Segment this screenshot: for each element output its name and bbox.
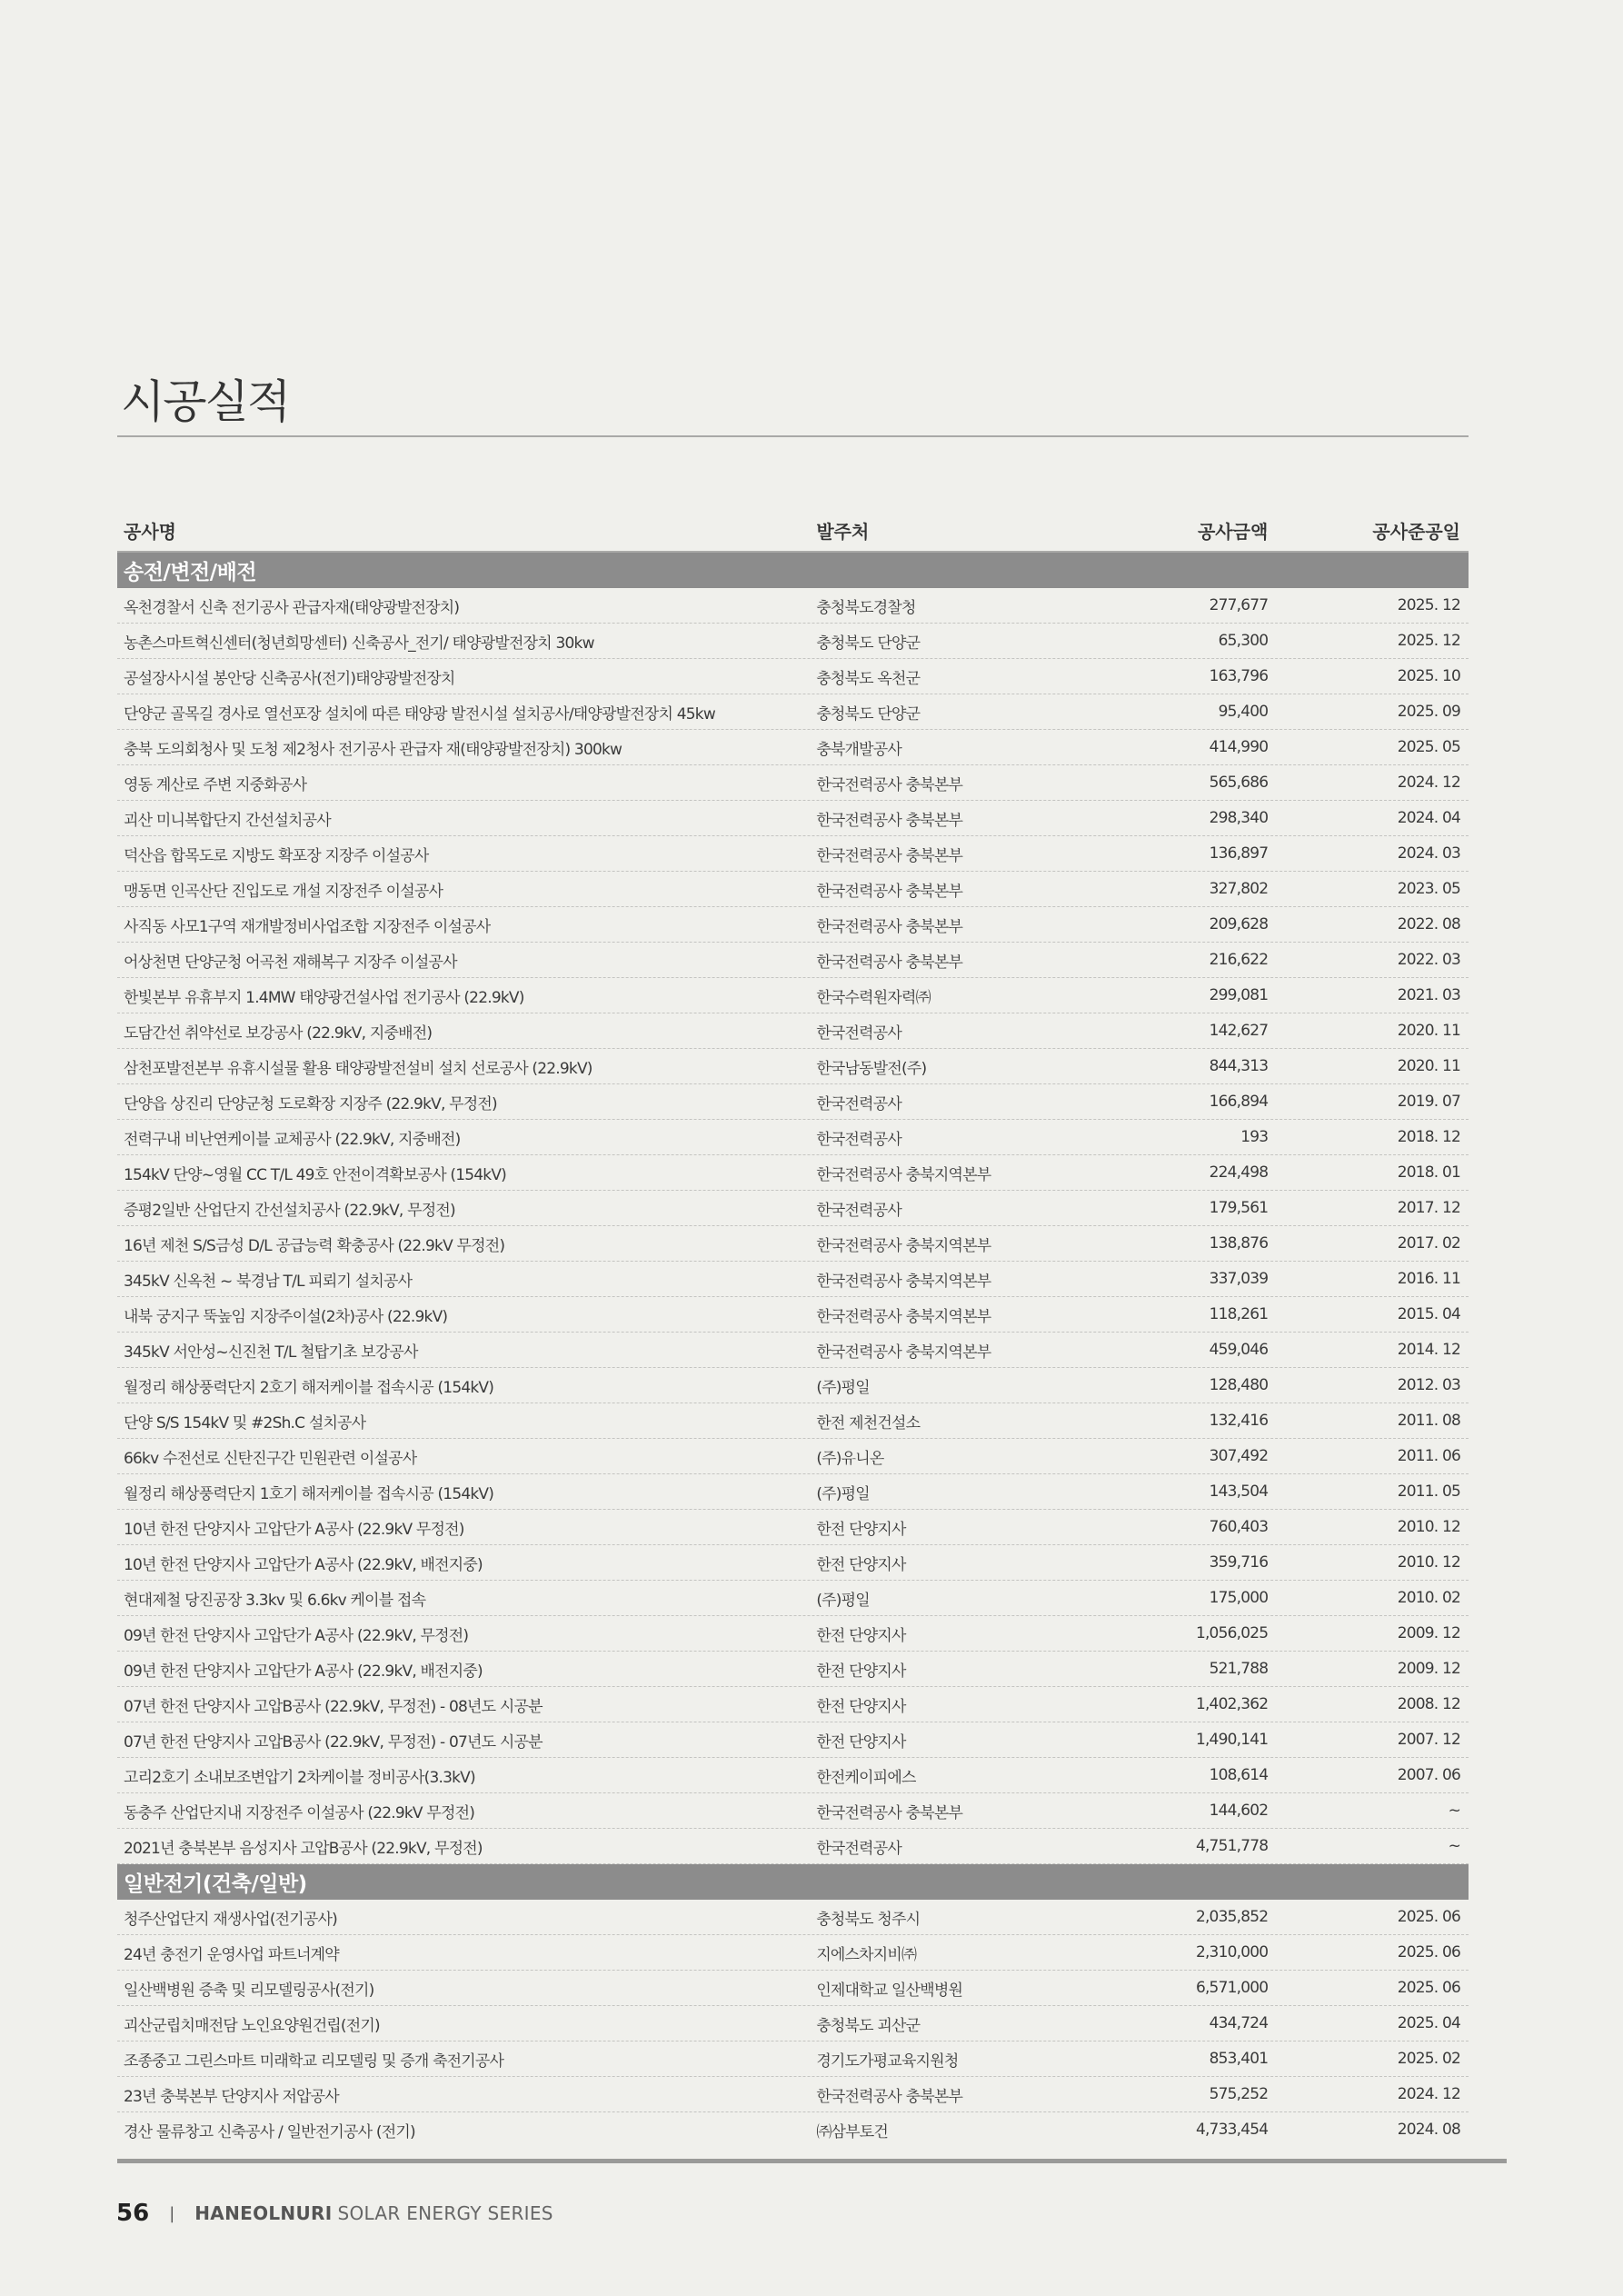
client-name: 한국전력공사 충북본부 [816, 846, 963, 865]
completion-date: 2025. 06 [1397, 1943, 1461, 1962]
project-name: 07년 한전 단양지사 고압B공사 (22.9kV, 무정전) - 07년도 시공분 [124, 1732, 543, 1752]
table-row [117, 1084, 1469, 1120]
project-name: 덕산읍 합목도로 지방도 확포장 지장주 이설공사 [124, 846, 429, 865]
client-name: 한국전력공사 충북본부 [816, 953, 963, 972]
completion-date: 2020. 11 [1397, 1057, 1461, 1075]
completion-date: 2024. 08 [1397, 2121, 1461, 2139]
contract-amount: 216,622 [1209, 951, 1269, 969]
completion-date: 2010. 02 [1397, 1589, 1461, 1607]
client-name: 한국전력공사 충북본부 [816, 2087, 963, 2106]
contract-amount: 136,897 [1209, 844, 1269, 863]
client-name: 한국전력공사 [816, 1023, 902, 1043]
completion-date: 2011. 08 [1397, 1412, 1461, 1430]
completion-date: 2024. 12 [1397, 774, 1461, 792]
contract-amount: 307,492 [1209, 1447, 1269, 1465]
table-row [117, 1900, 1469, 1935]
completion-date: 2021. 03 [1397, 986, 1461, 1004]
project-name: 단양읍 상진리 단양군청 도로확장 지장주 (22.9kV, 무정전) [124, 1094, 497, 1113]
table-row [117, 1120, 1469, 1155]
client-name: 한국전력공사 충북지역본부 [816, 1236, 991, 1255]
table-row [117, 1581, 1469, 1616]
contract-amount: 95,400 [1218, 703, 1269, 721]
project-name: 맹동면 인곡산단 진입도로 개설 지장전주 이설공사 [124, 882, 443, 901]
client-name: 한전 단양지사 [816, 1732, 906, 1752]
client-name: 충청북도경찰청 [816, 598, 916, 617]
project-name: 현대제철 당진공장 3.3kv 및 6.6kv 케이블 접속 [124, 1591, 426, 1610]
completion-date: 2009. 12 [1397, 1624, 1461, 1642]
client-name: 한국전력공사 충북본부 [816, 811, 963, 830]
client-name: 한국남동발전(주) [816, 1059, 927, 1078]
contract-amount: 299,081 [1209, 986, 1269, 1004]
completion-date: ~ [1448, 1802, 1461, 1820]
completion-date: 2025. 06 [1397, 1979, 1461, 1997]
table-row [117, 1722, 1469, 1758]
project-name: 단양 S/S 154kV 및 #2Sh.C 설치공사 [124, 1413, 366, 1433]
table-row [117, 943, 1469, 978]
client-name: 지에스차지비㈜ [816, 1945, 917, 1964]
project-name: 10년 한전 단양지사 고압단가 A공사 (22.9kV 무정전) [124, 1520, 464, 1539]
contract-amount: 4,733,454 [1195, 2121, 1269, 2139]
section-header: 일반전기(건축/일반) [117, 1864, 1469, 1900]
client-name: 한국전력공사 [816, 1094, 902, 1113]
completion-date: 2024. 03 [1397, 844, 1461, 863]
table-row [117, 1368, 1469, 1403]
completion-date: 2025. 06 [1397, 1908, 1461, 1926]
completion-date: 2011. 06 [1397, 1447, 1461, 1465]
table-row [117, 1049, 1469, 1084]
client-name: 한전 단양지사 [816, 1555, 906, 1574]
completion-date: 2025. 12 [1397, 596, 1461, 614]
table-row [117, 624, 1469, 659]
table-row [117, 1403, 1469, 1439]
table-row [117, 1191, 1469, 1226]
client-name: 충청북도 단양군 [816, 634, 921, 653]
table-row [117, 1829, 1469, 1864]
completion-date: ~ [1448, 1837, 1461, 1855]
completion-date: 2010. 12 [1397, 1553, 1461, 1572]
client-name: 한전 단양지사 [816, 1520, 906, 1539]
project-name: 66kv 수전선로 신탄진구간 민원관련 이설공사 [124, 1449, 417, 1468]
completion-date: 2017. 02 [1397, 1234, 1461, 1253]
contract-amount: 108,614 [1209, 1766, 1269, 1784]
client-name: ㈜삼부토건 [816, 2122, 889, 2141]
client-name: 한전 단양지사 [816, 1662, 906, 1681]
header-client: 발주처 [816, 521, 870, 543]
table-row [117, 1155, 1469, 1191]
contract-amount: 179,561 [1209, 1199, 1269, 1217]
table-row [117, 765, 1469, 801]
completion-date: 2025. 04 [1397, 2014, 1461, 2032]
project-name: 09년 한전 단양지사 고압단가 A공사 (22.9kV, 배전지중) [124, 1662, 483, 1681]
project-name: 청주산업단지 재생사업(전기공사) [124, 1910, 337, 1929]
project-name: 345kV 서안성~신진천 T/L 철탑기초 보강공사 [124, 1343, 418, 1362]
table-row [117, 1333, 1469, 1368]
contract-amount: 163,796 [1209, 667, 1269, 685]
contract-amount: 65,300 [1218, 632, 1269, 650]
completion-date: 2024. 12 [1397, 2085, 1461, 2103]
contract-amount: 1,056,025 [1195, 1624, 1269, 1642]
completion-date: 2022. 03 [1397, 951, 1461, 969]
completion-date: 2025. 05 [1397, 738, 1461, 756]
project-name: 어상천면 단양군청 어곡천 재해복구 지장주 이설공사 [124, 953, 457, 972]
brand-name: HANEOLNURI [194, 2202, 333, 2224]
project-name: 증평2일반 산업단지 간선설치공사 (22.9kV, 무정전) [124, 1201, 455, 1220]
client-name: 한국전력공사 충북지역본부 [816, 1343, 991, 1362]
client-name: (주)평일 [816, 1378, 870, 1397]
contract-amount: 142,627 [1209, 1022, 1269, 1040]
contract-amount: 193 [1240, 1128, 1269, 1146]
table-row [117, 1971, 1469, 2006]
client-name: 충북개발공사 [816, 740, 902, 759]
project-name: 조종중고 그린스마트 미래학교 리모델링 및 증개 축전기공사 [124, 2051, 504, 2071]
contract-amount: 414,990 [1209, 738, 1269, 756]
completion-date: 2023. 05 [1397, 880, 1461, 898]
table-row [117, 1474, 1469, 1510]
project-name: 일산백병원 증축 및 리모델링공사(전기) [124, 1981, 374, 2000]
page-footer [116, 2200, 553, 2227]
contract-amount: 143,504 [1209, 1482, 1269, 1501]
completion-date: 2018. 01 [1397, 1163, 1461, 1182]
completion-date: 2015. 04 [1397, 1305, 1461, 1323]
contract-amount: 144,602 [1209, 1802, 1269, 1820]
contract-amount: 1,402,362 [1195, 1695, 1269, 1713]
project-name: 고리2호기 소내보조변압기 2차케이블 정비공사(3.3kV) [124, 1768, 475, 1787]
table-row [117, 1687, 1469, 1722]
client-name: 충청북도 청주시 [816, 1910, 921, 1929]
table-row [117, 1652, 1469, 1687]
table-row [117, 1297, 1469, 1333]
client-name: 인제대학교 일산백병원 [816, 1981, 963, 2000]
contract-amount: 128,480 [1209, 1376, 1269, 1394]
client-name: (주)유니온 [816, 1449, 884, 1468]
completion-date: 2025. 09 [1397, 703, 1461, 721]
contract-amount: 575,252 [1209, 2085, 1269, 2103]
performance-table [117, 514, 1469, 2147]
project-name: 월정리 해상풍력단지 2호기 해저케이블 접속시공 (154kV) [124, 1378, 494, 1397]
client-name: 한국전력공사 충북본부 [816, 917, 963, 936]
client-name: (주)평일 [816, 1484, 870, 1503]
completion-date: 2011. 05 [1397, 1482, 1461, 1501]
page-title: 시공실적 [121, 375, 290, 428]
client-name: 한국전력공사 충북본부 [816, 775, 963, 794]
series-name: SOLAR ENERGY SERIES [337, 2202, 553, 2224]
client-name: 한국전력공사 [816, 1201, 902, 1220]
contract-amount: 298,340 [1209, 809, 1269, 827]
page-number: 56 [116, 2200, 150, 2227]
project-name: 2021년 충북본부 음성지사 고압B공사 (22.9kV, 무정전) [124, 1839, 483, 1858]
contract-amount: 337,039 [1209, 1270, 1269, 1288]
client-name: 한국전력공사 충북지역본부 [816, 1272, 991, 1291]
footer-divider [117, 2159, 1507, 2163]
table-row [117, 1510, 1469, 1545]
project-name: 24년 충전기 운영사업 파트너계약 [124, 1945, 339, 1964]
table-row [117, 1758, 1469, 1793]
project-name: 옥천경찰서 신축 전기공사 관급자재(태양광발전장치) [124, 598, 460, 617]
contract-amount: 2,310,000 [1195, 1943, 1269, 1962]
contract-amount: 175,000 [1209, 1589, 1269, 1607]
client-name: 한전 제천건설소 [816, 1413, 921, 1433]
table-row [117, 2006, 1469, 2041]
table-row [117, 1013, 1469, 1049]
contract-amount: 209,628 [1209, 915, 1269, 933]
table-row [117, 2041, 1469, 2077]
project-name: 동충주 산업단지내 지장전주 이설공사 (22.9kV 무정전) [124, 1803, 475, 1822]
project-name: 09년 한전 단양지사 고압단가 A공사 (22.9kV, 무정전) [124, 1626, 469, 1645]
client-name: 충청북도 단양군 [816, 704, 921, 724]
contract-amount: 224,498 [1209, 1163, 1269, 1182]
completion-date: 2018. 12 [1397, 1128, 1461, 1146]
project-name: 삼천포발전본부 유휴시설물 활용 태양광발전설비 설치 선로공사 (22.9kV) [124, 1059, 592, 1078]
project-name: 단양군 골목길 경사로 열선포장 설치에 따른 태양광 발전시설 설치공사/태양광발전장치 45kw [124, 704, 715, 724]
contract-amount: 166,894 [1209, 1093, 1269, 1111]
completion-date: 2022. 08 [1397, 915, 1461, 933]
completion-date: 2020. 11 [1397, 1022, 1461, 1040]
contract-amount: 359,716 [1209, 1553, 1269, 1572]
client-name: 한전 단양지사 [816, 1626, 906, 1645]
project-name: 도담간선 취약선로 보강공사 (22.9kV, 지중배전) [124, 1023, 433, 1043]
project-name: 농촌스마트혁신센터(청년희망센터) 신축공사_전기/ 태양광발전장치 30kw [124, 634, 594, 653]
table-row [117, 2112, 1469, 2147]
project-name: 23년 충북본부 단양지사 저압공사 [124, 2087, 339, 2106]
completion-date: 2010. 12 [1397, 1518, 1461, 1536]
section-header: 송전/변전/배전 [117, 553, 1469, 588]
contract-amount: 327,802 [1209, 880, 1269, 898]
project-name: 사직동 사모1구역 재개발정비사업조합 지장전주 이설공사 [124, 917, 491, 936]
table-row [117, 1793, 1469, 1829]
completion-date: 2012. 03 [1397, 1376, 1461, 1394]
project-name: 내북 궁지구 뚝높임 지장주이설(2차)공사 (22.9kV) [124, 1307, 448, 1326]
completion-date: 2009. 12 [1397, 1660, 1461, 1678]
client-name: 한전 단양지사 [816, 1697, 906, 1716]
contract-amount: 760,403 [1209, 1518, 1269, 1536]
project-name: 괴산 미니복합단지 간선설치공사 [124, 811, 331, 830]
client-name: 한국전력공사 충북지역본부 [816, 1307, 991, 1326]
project-name: 345kV 신옥천 ~ 북경남 T/L 피뢰기 설치공사 [124, 1272, 413, 1291]
client-name: 충청북도 옥천군 [816, 669, 921, 688]
project-name: 경산 물류창고 신축공사 / 일반전기공사 (전기) [124, 2122, 415, 2141]
table-row [117, 730, 1469, 765]
project-name: 영동 계산로 주변 지중화공사 [124, 775, 307, 794]
contract-amount: 844,313 [1209, 1057, 1269, 1075]
completion-date: 2024. 04 [1397, 809, 1461, 827]
table-row [117, 872, 1469, 907]
header-amount: 공사금액 [1197, 521, 1269, 543]
table-row [117, 694, 1469, 730]
contract-amount: 118,261 [1209, 1305, 1269, 1323]
completion-date: 2025. 02 [1397, 2050, 1461, 2068]
completion-date: 2014. 12 [1397, 1341, 1461, 1359]
completion-date: 2025. 12 [1397, 632, 1461, 650]
project-name: 충북 도의회청사 및 도청 제2청사 전기공사 관급자 재(태양광발전장치) 300kw [124, 740, 622, 759]
contract-amount: 565,686 [1209, 774, 1269, 792]
client-name: 한국전력공사 충북본부 [816, 882, 963, 901]
contract-amount: 521,788 [1209, 1660, 1269, 1678]
contract-amount: 2,035,852 [1195, 1908, 1269, 1926]
client-name: 한국수력원자력㈜ [816, 988, 931, 1007]
completion-date: 2017. 12 [1397, 1199, 1461, 1217]
contract-amount: 138,876 [1209, 1234, 1269, 1253]
contract-amount: 6,571,000 [1195, 1979, 1269, 1997]
table-row [117, 1616, 1469, 1652]
table-row [117, 1545, 1469, 1581]
table-row [117, 588, 1469, 624]
contract-amount: 853,401 [1209, 2050, 1269, 2068]
table-body [117, 553, 1469, 2147]
table-row [117, 1226, 1469, 1262]
project-name: 공설장사시설 봉안당 신축공사(전기)태양광발전장치 [124, 669, 455, 688]
contract-amount: 459,046 [1209, 1341, 1269, 1359]
contract-amount: 1,490,141 [1195, 1731, 1269, 1749]
table-row [117, 836, 1469, 872]
contract-amount: 4,751,778 [1195, 1837, 1269, 1855]
table-row [117, 2077, 1469, 2112]
project-name: 괴산군립치매전담 노인요양원건립(전기) [124, 2016, 380, 2035]
client-name: 한국전력공사 충북본부 [816, 1803, 963, 1822]
project-name: 월정리 해상풍력단지 1호기 해저케이블 접속시공 (154kV) [124, 1484, 494, 1503]
header-name: 공사명 [124, 521, 176, 543]
contract-amount: 277,677 [1209, 596, 1269, 614]
project-name: 07년 한전 단양지사 고압B공사 (22.9kV, 무정전) - 08년도 시공분 [124, 1697, 543, 1716]
project-name: 한빛본부 유휴부지 1.4MW 태양광건설사업 전기공사 (22.9kV) [124, 988, 524, 1007]
table-row [117, 659, 1469, 694]
completion-date: 2007. 12 [1397, 1731, 1461, 1749]
completion-date: 2007. 06 [1397, 1766, 1461, 1784]
contract-amount: 132,416 [1209, 1412, 1269, 1430]
project-name: 154kV 단양~영월 CC T/L 49호 안전이격확보공사 (154kV) [124, 1165, 507, 1184]
completion-date: 2019. 07 [1397, 1093, 1461, 1111]
client-name: (주)평일 [816, 1591, 870, 1610]
title-divider [117, 435, 1469, 437]
table-row [117, 978, 1469, 1013]
table-row [117, 907, 1469, 943]
contract-amount: 434,724 [1209, 2014, 1269, 2032]
completion-date: 2025. 10 [1397, 667, 1461, 685]
header-date: 공사준공일 [1372, 521, 1461, 543]
table-row [117, 1439, 1469, 1474]
table-row [117, 1262, 1469, 1297]
completion-date: 2008. 12 [1397, 1695, 1461, 1713]
client-name: 한국전력공사 [816, 1130, 902, 1149]
footer-separator: | [169, 2203, 175, 2223]
project-name: 전력구내 비난연케이블 교체공사 (22.9kV, 지중배전) [124, 1130, 461, 1149]
client-name: 경기도가평교육지원청 [816, 2051, 959, 2071]
client-name: 한국전력공사 [816, 1839, 902, 1858]
project-name: 16년 제천 S/S금성 D/L 공급능력 확충공사 (22.9kV 무정전) [124, 1236, 505, 1255]
table-header [117, 514, 1469, 551]
client-name: 한전케이피에스 [816, 1768, 916, 1787]
client-name: 한국전력공사 충북지역본부 [816, 1165, 991, 1184]
table-row [117, 1935, 1469, 1971]
project-name: 10년 한전 단양지사 고압단가 A공사 (22.9kV, 배전지중) [124, 1555, 483, 1574]
table-row [117, 801, 1469, 836]
completion-date: 2016. 11 [1397, 1270, 1461, 1288]
client-name: 충청북도 괴산군 [816, 2016, 921, 2035]
